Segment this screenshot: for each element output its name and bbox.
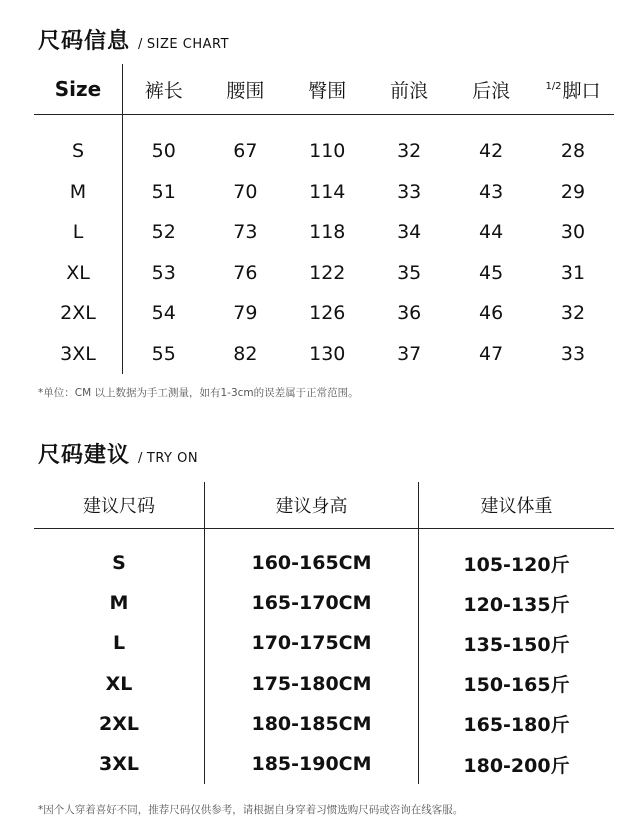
table-cell: 160-165CM — [205, 529, 419, 584]
hem-label: 脚口 — [562, 79, 601, 102]
table-cell: 185-190CM — [205, 744, 419, 784]
table-cell: 34 — [397, 221, 422, 244]
col-header-suggested-height: 建议身高 — [205, 482, 419, 529]
col-header-suggested-size: 建议尺码 — [34, 482, 205, 529]
table-cell: 2XL — [34, 704, 205, 744]
try-on-title-en — [138, 451, 198, 466]
try-on-title — [38, 438, 198, 469]
table-cell: M — [34, 172, 123, 213]
table-cell: 135-150斤 — [463, 633, 570, 656]
title-separator: / — [138, 451, 143, 466]
size-chart-table — [34, 64, 614, 374]
table-cell: 43 — [478, 180, 504, 203]
table-cell: 42 — [478, 140, 504, 163]
table-row — [34, 744, 614, 784]
table-row — [34, 253, 614, 294]
table-cell: 45 — [478, 261, 504, 284]
table-cell: 79 — [233, 302, 258, 325]
size-chart-title-en-text: SIZE CHART — [146, 37, 230, 52]
table-cell: 3XL — [34, 744, 205, 784]
table-cell: M — [34, 583, 205, 623]
table-row — [34, 293, 614, 334]
table-row — [34, 529, 614, 584]
table-cell: 126 — [309, 302, 346, 325]
table-cell: 165-170CM — [205, 583, 419, 623]
title-separator: / — [138, 37, 143, 52]
table-cell: 51 — [151, 180, 176, 203]
table-cell: 2XL — [34, 293, 123, 334]
size-chart-header-row — [34, 64, 614, 115]
table-cell: XL — [34, 664, 205, 704]
table-cell: 3XL — [34, 334, 123, 375]
table-cell: 165-180斤 — [463, 714, 570, 737]
table-cell: 30 — [560, 221, 586, 244]
table-cell: 50 — [151, 140, 176, 163]
table-cell: 35 — [397, 261, 422, 284]
table-cell: 105-120斤 — [463, 553, 570, 576]
table-row — [34, 172, 614, 213]
table-cell: 47 — [478, 342, 504, 365]
try-on-table — [34, 482, 614, 784]
table-cell: 118 — [309, 221, 346, 244]
table-cell: 32 — [560, 302, 586, 325]
try-on-note: *因个人穿着喜好不同，推荐尺码仅供参考，请根据自身穿着习惯选购尺码或咨询在线客服。 — [38, 804, 464, 816]
table-cell: 82 — [233, 342, 258, 365]
table-row — [34, 212, 614, 253]
table-row — [34, 334, 614, 375]
table-cell: 180-185CM — [205, 704, 419, 744]
col-header-hem — [532, 64, 614, 115]
table-cell: 170-175CM — [205, 623, 419, 663]
table-cell: 44 — [478, 221, 504, 244]
col-header-suggested-weight: 建议体重 — [419, 482, 615, 529]
table-cell: 52 — [151, 221, 176, 244]
hem-fraction: 1/2 — [545, 80, 562, 92]
size-chart-title-cn: 尺码信息 — [38, 29, 131, 54]
table-cell: 76 — [233, 261, 258, 284]
size-chart-title — [38, 24, 229, 55]
table-cell: 175-180CM — [205, 664, 419, 704]
table-cell: 33 — [560, 342, 586, 365]
table-cell: 31 — [560, 261, 586, 284]
table-cell: 120-135斤 — [463, 593, 570, 616]
table-cell: XL — [34, 253, 123, 294]
table-cell: 122 — [309, 261, 346, 284]
table-row — [34, 623, 614, 663]
table-cell: S — [34, 529, 205, 584]
table-row — [34, 664, 614, 704]
table-cell: L — [34, 212, 123, 253]
col-header-size: Size — [34, 64, 123, 115]
table-cell: 130 — [309, 342, 346, 365]
size-chart-body — [34, 115, 614, 375]
table-cell: 150-165斤 — [463, 674, 570, 697]
size-chart-note: *单位：CM 以上数据为手工测量，如有1-3cm的误差属于正常范围。 — [38, 387, 359, 399]
table-cell: 53 — [151, 261, 176, 284]
table-cell: 67 — [233, 140, 258, 163]
table-cell: 37 — [397, 342, 422, 365]
size-chart-title-en — [138, 37, 229, 52]
table-cell: 114 — [309, 180, 346, 203]
col-header-hip: 臀围 — [286, 64, 368, 115]
col-header-front-rise: 前浪 — [368, 64, 450, 115]
col-header-waist: 腰围 — [204, 64, 286, 115]
table-cell: 110 — [309, 140, 346, 163]
table-cell: 36 — [397, 302, 422, 325]
table-cell: S — [34, 115, 123, 172]
try-on-header-row — [34, 482, 614, 529]
table-cell: 33 — [397, 180, 422, 203]
try-on-title-cn: 尺码建议 — [38, 443, 131, 468]
try-on-title-en-text: TRY ON — [146, 451, 199, 466]
col-header-back-rise: 后浪 — [450, 64, 532, 115]
table-cell: 46 — [478, 302, 504, 325]
table-cell: 29 — [560, 180, 586, 203]
table-cell: 70 — [233, 180, 258, 203]
table-cell: 54 — [151, 302, 176, 325]
table-cell: 28 — [560, 140, 586, 163]
table-cell: 73 — [233, 221, 258, 244]
try-on-body — [34, 529, 614, 785]
table-cell: L — [34, 623, 205, 663]
table-cell: 180-200斤 — [463, 754, 570, 777]
table-row — [34, 583, 614, 623]
table-row — [34, 704, 614, 744]
table-row — [34, 115, 614, 172]
col-header-length: 裤长 — [123, 64, 205, 115]
table-cell: 32 — [397, 140, 422, 163]
table-cell: 55 — [151, 342, 176, 365]
